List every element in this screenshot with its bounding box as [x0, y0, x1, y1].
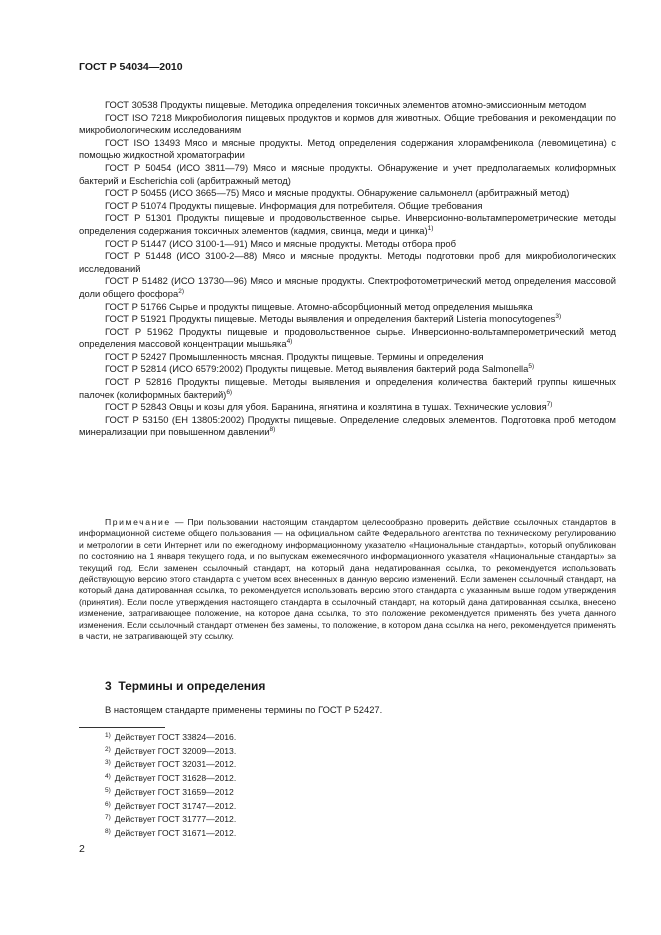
- reference-item: ГОСТ Р 51074 Продукты пищевые. Информация для потребителя. Общие требования: [105, 199, 483, 211]
- reference-item: ГОСТ Р 51482 (ИСО 13730—96) Мясо и мясные продукты. Спектрофотометрический метод определения массовой доли общего фосфора$^{2)}$: [79, 275, 616, 299]
- footnote: $^{4)}$ Действует ГОСТ 31628—2012.: [105, 773, 237, 784]
- reference-item: ГОСТ ISO 7218 Микробиология пищевых продуктов и кормов для животных. Общие требования и рекомендации по микробиологическим исследованиям: [79, 111, 616, 136]
- normative-references-list: [79, 99, 616, 439]
- document-header: ГОСТ Р 54034—2010: [79, 61, 183, 73]
- note-label: Примечание: [105, 517, 171, 527]
- reference-item: ГОСТ Р 50455 (ИСО 3665—75) Мясо и мясные продукты. Обнаружение сальмонелл (арбитражный метод): [105, 187, 570, 199]
- reference-item: ГОСТ Р 52427 Промышленность мясная. Продукты пищевые. Термины и определения: [105, 350, 484, 362]
- footnotes-list: [105, 731, 236, 841]
- reference-item: ГОСТ Р 51962 Продукты пищевые и продовольственное сырье. Инверсионно-вольтамперометрический метод определения массовой концентрации мышьяка$^{4)}$: [79, 325, 616, 350]
- note-text: — При пользовании настоящим стандартом целесообразно проверить действие ссылочных стандартов в информационной системе общего пользования — на официальном сайте Федерального агентства по техническому регулированию и метрологии в сети Интернет или по ежегодному информационному указателю «Национальные стандарты», который опубликован по состоянию на 1 января текущего года, и по выпускам ежемесячного информационного указателя «Национальные стандарты» за текущий год. Если заменен ссылочный стандарт, на который дана недатированная ссылка, то рекомендуется использовать действующую версию этого стандарта с учетом всех внесенных в данную версию изменений. Если заменен ссылочный стандарт, на который дана датированная ссылка, то рекомендуется использовать версию этого стандарта с указанным выше годом утверждения (принятия). Если после утверждения настоящего стандарта в ссылочный стандарт, на который дана датированная ссылка, внесено изменение, затрагивающее положение, на которое дана ссылка, то это положение рекомендуется применять без учета данного изменения. Если ссылочный стандарт отменен без замены, то положение, в котором дана ссылка на него, рекомендуется применять в части, не затрагивающей эту ссылку.: [79, 517, 616, 642]
- reference-item: ГОСТ ISO 13493 Мясо и мясные продукты. Метод определения содержания хлорамфеникола (левомицетина) с помощью жидкостной хроматографии: [79, 136, 616, 161]
- reference-item: ГОСТ 30538 Продукты пищевые. Методика определения токсичных элементов атомно-эмиссионным методом: [105, 99, 587, 110]
- reference-item: ГОСТ Р 50454 (ИСО 3811—79) Мясо и мясные продукты. Обнаружение и учет предполагаемых колиформных бактерий и Escherichia coli (арбитражный метод): [79, 161, 616, 186]
- footnote-divider: [79, 727, 165, 728]
- section-heading: [105, 679, 265, 693]
- footnote: $^{6)}$ Действует ГОСТ 31747—2012.: [105, 800, 237, 811]
- section-title: Термины и определения: [118, 679, 266, 693]
- reference-item: ГОСТ Р 51448 (ИСО 3100-2—88) Мясо и мясные продукты. Методы подготовки проб для микробиологических исследований: [79, 250, 616, 274]
- reference-item: ГОСТ Р 51447 (ИСО 3100-1—91) Мясо и мясные продукты. Методы отбора проб: [105, 237, 457, 249]
- reference-item: ГОСТ Р 52816 Продукты пищевые. Методы выявления и определения количества бактерий группы кишечных палочек (колиформных бактерий)$^{6)}$: [79, 376, 616, 400]
- reference-item: ГОСТ Р 52814 (ИСО 6579:2002) Продукты пищевые. Метод выявления бактерий рода Salmonella$^{5)}$: [105, 363, 535, 375]
- reference-item: ГОСТ Р 51921 Продукты пищевые. Методы выявления и определения бактерий Listeria monocytogenes$^{3)}$: [105, 313, 562, 325]
- footnote: $^{7)}$ Действует ГОСТ 31777—2012.: [105, 814, 237, 825]
- references-note: [79, 517, 616, 642]
- page-number: 2: [79, 843, 85, 855]
- reference-item: ГОСТ Р 51766 Сырье и продукты пищевые. Атомно-абсорбционный метод определения мышьяка: [105, 300, 533, 312]
- reference-item: ГОСТ Р 51301 Продукты пищевые и продовольственное сырье. Инверсионно-вольтамперометрические методы определения содержания токсичных элементов (кадмия, свинца, меди и цинка)$^{1)}$: [79, 212, 616, 236]
- footnote: $^{8)}$ Действует ГОСТ 31671—2012.: [105, 827, 237, 838]
- section-number: 3: [105, 679, 112, 693]
- section-body: В настоящем стандарте применены термины по ГОСТ Р 52427.: [105, 704, 383, 715]
- footnote: $^{5)}$ Действует ГОСТ 31659—2012: [105, 786, 234, 797]
- footnote: $^{3)}$ Действует ГОСТ 32031—2012.: [105, 759, 237, 770]
- reference-item: ГОСТ Р 53150 (ЕН 13805:2002) Продукты пищевые. Определение следовых элементов. Подготовка проб методом минерализации при повышенном давлении$^{8)}$: [79, 413, 616, 438]
- footnote: $^{2)}$ Действует ГОСТ 32009—2013.: [105, 745, 237, 756]
- footnote: $^{1)}$ Действует ГОСТ 33824—2016.: [105, 732, 237, 742]
- reference-item: ГОСТ Р 52843 Овцы и козы для убоя. Баранина, ягнятина и козлятина в тушах. Технические условия$^{7)}$: [105, 401, 553, 413]
